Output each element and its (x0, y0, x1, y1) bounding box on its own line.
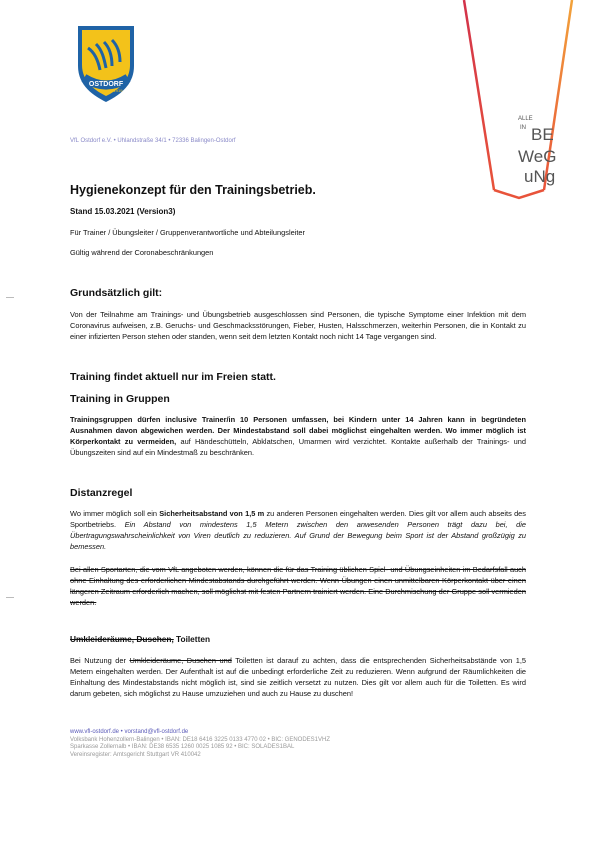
heading-distanz: Distanzregel (70, 487, 133, 499)
distanz-p1a: Wo immer möglich soll ein (70, 509, 160, 518)
distanz-p1d: Ein Abstand von mindestens 1,5 Metern zwischen den anwesenden Personen trägt dazu bei, die Übertragungswahrscheinlichkeit von Viren deutlich zu reduzieren. Auf Grund der Bewegung beim Sport ist der Abstand großzügig zu bemessen. (70, 520, 526, 552)
heading-gruppen: Training in Gruppen (70, 393, 170, 405)
margin-tick (6, 597, 14, 598)
campaign-weg: WeG (518, 147, 557, 166)
paragraph-grundsaetzlich: Von der Teilnahme am Trainings- und Übungsbetrieb ausgeschlossen sind Personen, die typische Symptome einer Infektion mit dem Coronavirus aufweisen, z.B. Geruchs- und Geschmacksstörungen, Fieber, Husten, Halsschmerzen, weiterhin Personen, die in Kontakt zu einer infizierten Person stehen oder standen, wenn seit dem letzten Kontakt noch nicht 14 Tage vergangen sind. (70, 310, 526, 342)
heading-grundsaetzlich: Grundsätzlich gilt: (70, 287, 163, 299)
campaign-ung: uNg (524, 167, 556, 186)
document-title: Hygienekonzept für den Trainingsbetrieb. (70, 183, 316, 197)
paragraph-distanz-1 (70, 508, 526, 552)
paragraph-toiletten (70, 655, 526, 699)
footer-bank-1: Volksbank Hohenzollern-Balingen • IBAN: DE18 6416 3225 0133 4770 02 • BIC: GENODES1VHZ (70, 736, 331, 743)
toiletten-t2: Umkleideräume, Duschen und (129, 656, 232, 665)
toiletten-t3: Toiletten ist darauf zu achten, dass die entsprechenden Sicherheitsabstände von 1,5 Metern eingehalten werden. Der Aufenthalt ist auf die unbedingt erforderliche Zeit zu reduzieren. Wenn aufgrund der Räumlichkeiten die Einhaltung des Mindestabstands nicht möglich ist, sind sie zeitlich versetzt zu nutzen. Dies gilt vor allem auch für die Toiletten. Es wird darum gebeten, sich möglichst zu Hause umzuziehen und auch zu Hause zu duschen! (70, 656, 526, 699)
heading-freien: Training findet aktuell nur im Freien statt. (70, 371, 276, 383)
footer-register: Vereinsregister: Amtsgericht Stuttgart VR 410042 (70, 751, 201, 758)
gruppen-normal: auf Händeschütteln, Abklatschen, Umarmen wird verzichtet. Kontakte außerhalb der Trainings- und Übungszeiten sind auf ein Mindestmaß zu beschränken. (70, 437, 526, 458)
toiletten-heading-rest: Toiletten (173, 634, 211, 644)
document-version: Stand 15.03.2021 (Version3) (70, 207, 176, 216)
campaign-v-mark (448, 0, 595, 200)
margin-tick (6, 297, 14, 298)
paragraph-distanz-2: Bei allen Sportarten, die vom VfL angeboten werden, können die für das Training üblichen Spiel- und Übungseinheiten im Bedarfsfall auch ohne Einhaltung des erforderlichen Mindestabstands durchgeführt werden. Wenn Übungen einen unmittelbaren Körperkontakt über einen längeren Zeitraum erforderlich machen, soll möglichst mit festen Partnern trainiert werden. Eine Durchmischung der Gruppe soll vermieden werden. (70, 565, 526, 608)
campaign-in: IN (520, 125, 526, 131)
club-logo (74, 22, 138, 104)
distanz-p1b: Sicherheitsabstand von 1,5 m (159, 509, 265, 518)
heading-toiletten (70, 634, 210, 644)
paragraph-gruppen (70, 414, 526, 458)
footer (70, 729, 330, 759)
audience-line: Für Trainer / Übungsleiter / Gruppenverantwortliche und Abteilungsleiter (70, 228, 305, 237)
toiletten-t1: Bei Nutzung der (70, 656, 130, 665)
club-address: VfL Ostdorf e.V. • Uhlandstraße 34/1 • 72336 Balingen-Ostdorf (70, 138, 236, 144)
footer-bank-2: Sparkasse Zollernalb • IBAN: DE38 6535 1260 0025 1085 92 • BIC: SOLADES1BAL (70, 744, 295, 751)
logo-text: OSTDORF (88, 81, 124, 88)
distanz-p1c: zu anderen Personen eingehalten werden. Dies gilt vor allem auch abseits des Sportbetriebs. (70, 509, 526, 530)
logo-year: 1919 (113, 88, 123, 93)
campaign-alle: ALLE (518, 116, 533, 122)
footer-contact[interactable]: www.vfl-ostdorf.de • vorstand@vfl-ostdorf.de (70, 729, 189, 735)
campaign-be: BE (531, 125, 554, 144)
validity-line: Gültig während der Coronabeschränkungen (70, 248, 214, 257)
toiletten-heading-strike: Umkleideräume, Duschen, (70, 634, 174, 644)
gruppen-bold: Trainingsgruppen dürfen inclusive Trainer/in 10 Personen umfassen, bei Kindern unter 14 Jahren kann in begründeten Ausnahmen davon abgewichen werden. Der Mindestabstand soll dabei möglichst eingehalten werden. Wo immer möglich ist Körperkontakt zu vermeiden, (70, 415, 526, 447)
